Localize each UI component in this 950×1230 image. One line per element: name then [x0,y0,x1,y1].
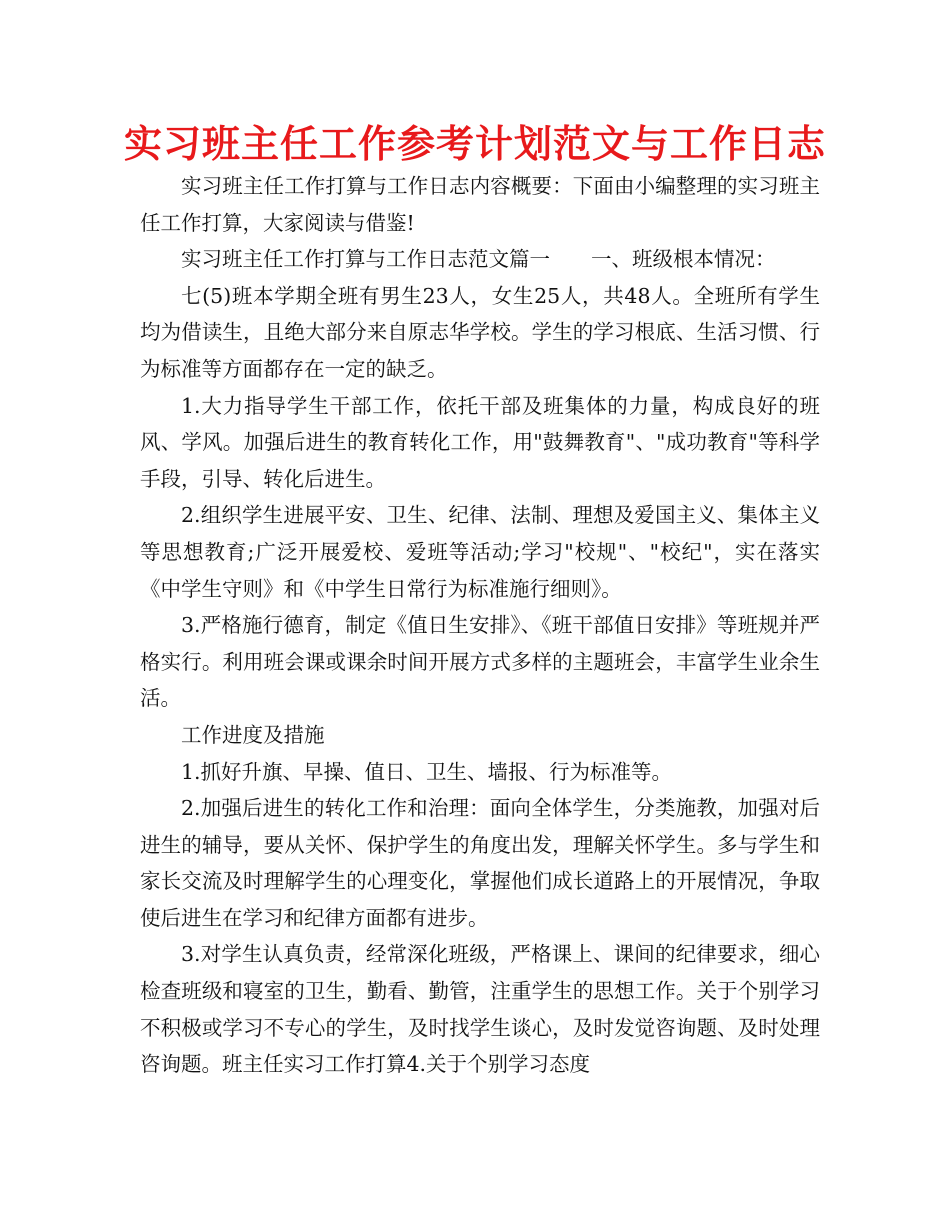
paragraph-progress-heading: 工作进度及措施 [181,722,325,747]
document-body [140,168,820,1083]
paragraph-intro: 实习班主任工作打算与工作日志内容概要：下面由小编整理的实习班主任工作打算，大家阅读与借鉴! [140,174,820,235]
document-title: 实习班主任工作参考计划范文与工作日志 [123,122,826,166]
paragraph-section-heading: 实习班主任工作打算与工作日志范文篇一 一、班级根本情况： [181,247,776,272]
paragraph-item-3: 3.严格施行德育，制定《值日生安排》、《班干部值日安排》等班规并严格实行。利用班会课或课余时间开展方式多样的主题班会，丰富学生业余生活。 [140,613,820,711]
paragraph-item-1: 1.大力指导学生干部工作，依托干部及班集体的力量，构成良好的班风、学风。加强后进生的教育转化工作，用"鼓舞教育"、"成功教育"等科学手段，引导、转化后进生。 [140,393,820,491]
paragraph-measure-3: 3.对学生认真负责，经常深化班级，严格课上、课间的纪律要求，细心检查班级和寝室的卫生，勤看、勤管，注重学生的思想工作。关于个别学习不积极或学习不专心的学生，及时找学生谈心，及时发觉咨询题、及时处理咨询题。班主任实习工作打算4.关于个别学习态度 [140,942,820,1077]
paragraph-measure-1: 1.抓好升旗、早操、值日、卫生、墙报、行为标准等。 [181,759,673,784]
paragraph-item-2: 2.组织学生进展平安、卫生、纪律、法制、理想及爱国主义、集体主义等思想教育;广泛开展爱校、爱班等活动;学习"校规"、"校纪"，实在落实《中学生守则》和《中学生日常行为标准施行细则》。 [140,503,820,601]
paragraph-class-situation: 七(5)班本学期全班有男生23人，女生25人，共48人。全班所有学生均为借读生，且绝大部分来自原志华学校。学生的学习根底、生活习惯、行为标准等方面都存在一定的缺乏。 [140,283,820,381]
paragraph-measure-2: 2.加强后进生的转化工作和治理：面向全体学生，分类施教，加强对后进生的辅导，要从关怀、保护学生的角度出发，理解关怀学生。多与学生和家长交流及时理解学生的心理变化，掌握他们成长道路上的开展情况，争取使后进生在学习和纪律方面都有进步。 [140,796,820,930]
